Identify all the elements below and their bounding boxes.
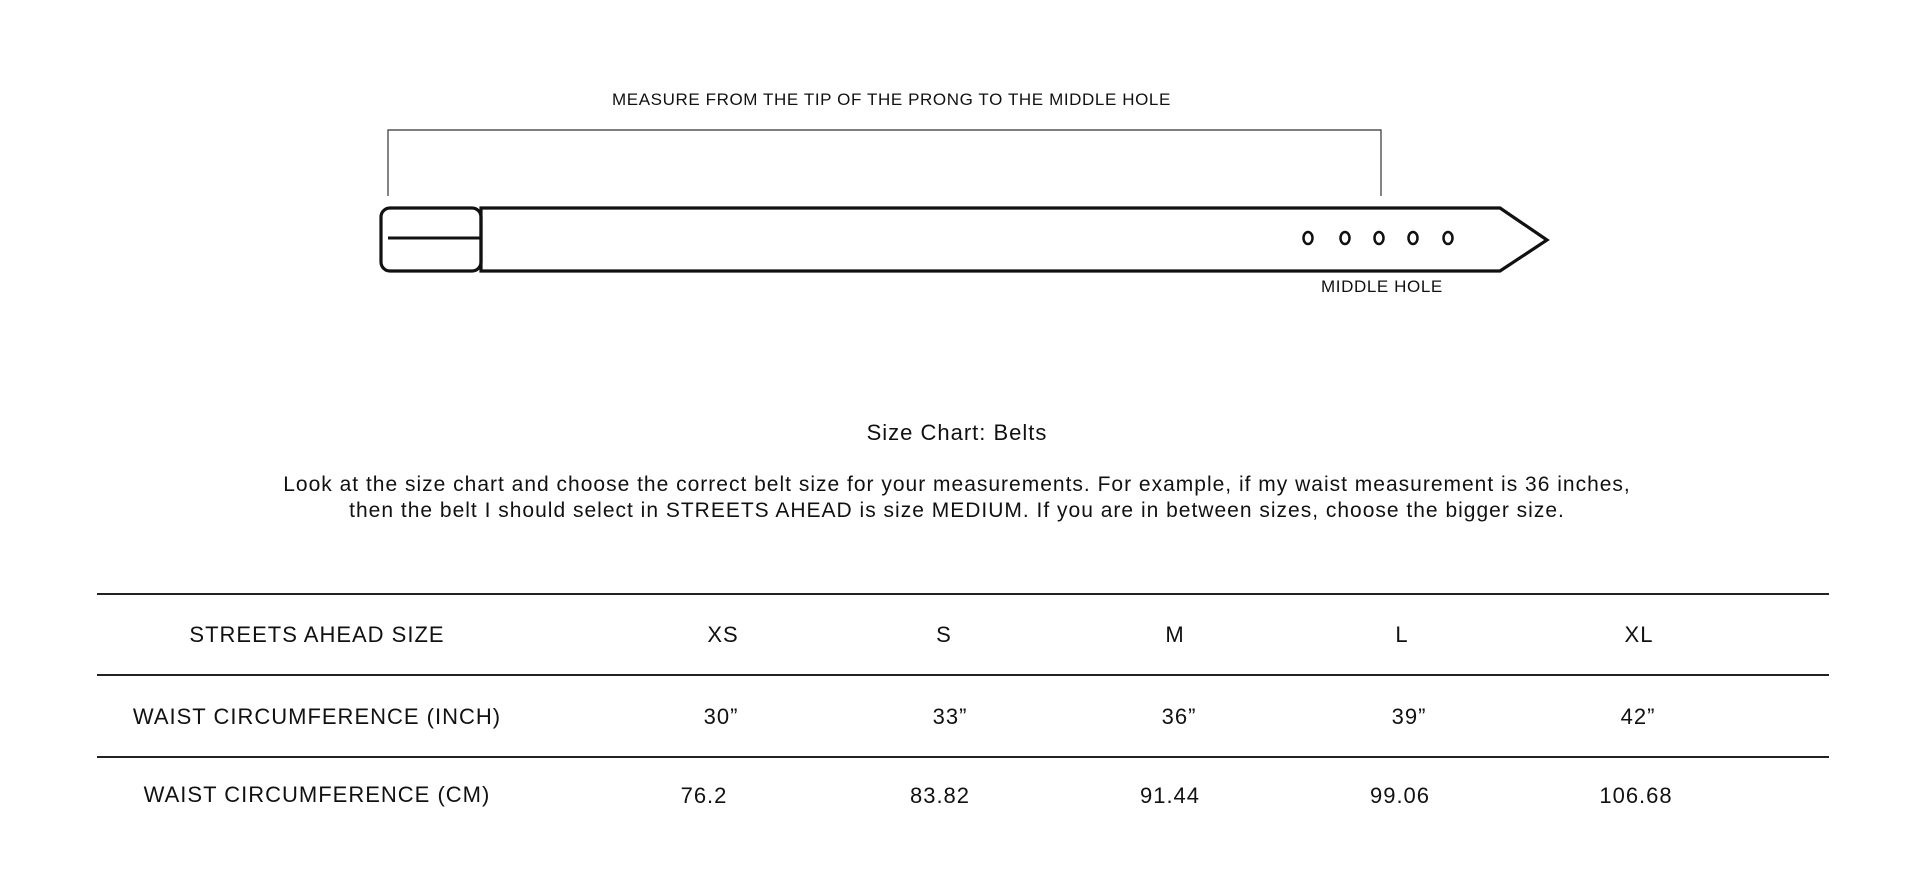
row-header: STREETS AHEAD SIZE (189, 622, 445, 647)
table-cell: XL (1624, 622, 1654, 647)
belt-hole (1444, 232, 1453, 244)
intro-text (0, 472, 1914, 524)
table-rule (97, 674, 1829, 676)
table-cell: 91.44 (1139, 783, 1201, 808)
table-cell: M (1165, 622, 1185, 647)
table-cell: 33” (932, 704, 968, 729)
table-cell: 42” (1620, 704, 1656, 729)
belt-diagram (0, 0, 1914, 330)
measure-instruction-label: MEASURE FROM THE TIP OF THE PRONG TO THE MIDDLE HOLE (612, 90, 1171, 109)
row-header: WAIST CIRCUMFERENCE (CM) (143, 782, 491, 807)
table-cell: 99.06 (1369, 783, 1431, 808)
middle-hole-label: MIDDLE HOLE (1321, 277, 1443, 296)
table-cell: 36” (1161, 704, 1197, 729)
belt-hole (1341, 232, 1350, 244)
table-cell: L (1395, 622, 1409, 647)
measurement-bracket (388, 130, 1381, 196)
table-cell: 30” (703, 704, 739, 729)
belt-hole (1304, 232, 1313, 244)
belt-strap (481, 208, 1547, 271)
intro-line: then the belt I should select in STREETS AHEAD is size MEDIUM. If you are in between sizes, choose the bigger size. (349, 499, 1565, 522)
intro-line: Look at the size chart and choose the correct belt size for your measurements. For example, if my waist measurement is 36 inches, (283, 473, 1631, 496)
row-header: WAIST CIRCUMFERENCE (INCH) (132, 704, 502, 729)
table-cell: 106.68 (1599, 783, 1673, 808)
belt-hole-middle (1375, 232, 1384, 244)
page-title: Size Chart: Belts (866, 420, 1048, 445)
table-cell: XS (707, 622, 739, 647)
belt-hole (1409, 232, 1418, 244)
table-cell: 39” (1391, 704, 1427, 729)
table-rule-top (97, 593, 1829, 595)
table-cell: 76.2 (680, 783, 728, 808)
table-cell: 83.82 (909, 783, 971, 808)
table-rule (97, 756, 1829, 758)
table-cell: S (936, 622, 952, 647)
